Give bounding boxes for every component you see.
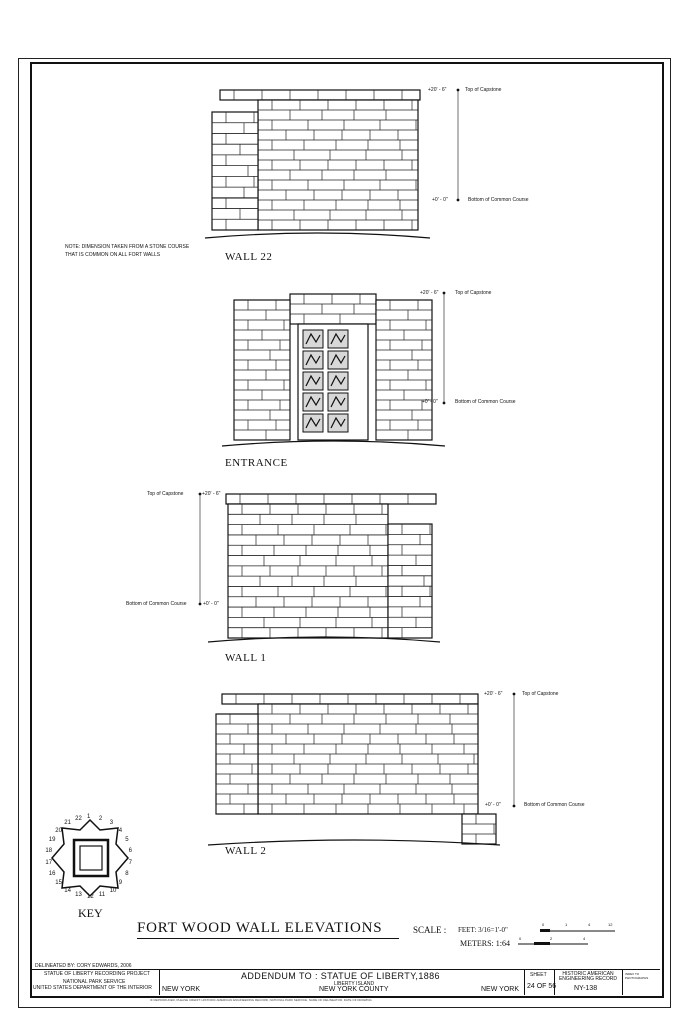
meter-tick-2: 2 xyxy=(550,936,553,941)
entrance-door-panel xyxy=(328,414,348,432)
wall2-pier xyxy=(462,814,496,844)
entrance-bottom-label: Bottom of Common Course xyxy=(455,399,516,405)
wall1-bottom-label: Bottom of Common Course xyxy=(126,601,187,607)
wall22-dimension-bottom-marker xyxy=(457,199,460,202)
key-number: 20 xyxy=(55,827,62,834)
wall22-bottom-dim: +0' - 0" xyxy=(432,197,448,203)
key-number: 15 xyxy=(55,880,62,887)
entrance-door-panel xyxy=(328,351,348,369)
tb-record-cell xyxy=(554,970,623,995)
elevation-label-wall22: WALL 22 xyxy=(225,251,273,263)
key-number: 8 xyxy=(125,870,129,877)
key-label: KEY xyxy=(78,906,103,920)
tb-index-cell xyxy=(623,970,659,995)
wall22-top-dim: +20' - 6" xyxy=(428,87,447,93)
wall22-side xyxy=(212,112,258,230)
wall1-wall xyxy=(228,504,388,638)
wall1-dimension-bottom-marker xyxy=(199,603,202,606)
wall2-bottom-label: Bottom of Common Course xyxy=(524,802,585,808)
key-number: 12 xyxy=(87,894,94,900)
tb-state-left: NEW YORK xyxy=(162,986,200,993)
wall2-capstone xyxy=(222,694,478,704)
wall22-ground xyxy=(205,233,430,238)
meter-tick-0: 0 xyxy=(519,936,522,941)
entrance-door-panel xyxy=(328,330,348,348)
entrance-top-dim: +20' - 6" xyxy=(420,290,439,296)
elevation-label-entrance: ENTRANCE xyxy=(225,457,288,469)
feet-tick-1: 1 xyxy=(565,922,568,927)
wall2-top-dim: +20' - 6" xyxy=(484,691,503,697)
key-number: 17 xyxy=(45,859,53,866)
tb-agency-cell xyxy=(30,970,160,995)
entrance-door-panel xyxy=(328,372,348,390)
wall1-dimension-top-marker xyxy=(199,493,202,496)
reproduction-credit: IF REPRODUCED, PLEASE CREDIT: HISTORIC AMERICAN ENGINEERING RECORD, NATIONAL PARK SERVICE, NAME OF DELINEATOR, DATE OF DRAWING xyxy=(150,998,372,1002)
tb-agency1: NATIONAL PARK SERVICE xyxy=(63,979,126,985)
tb-sheet-cell xyxy=(524,970,555,995)
wall2-top-label: Top of Capstone xyxy=(522,691,559,697)
key-number: 11 xyxy=(98,892,106,899)
elevation-label-wall2: WALL 2 xyxy=(225,845,267,857)
entrance-top-label: Top of Capstone xyxy=(455,290,492,296)
feet-scale-block xyxy=(540,929,550,932)
tb-sheet-value: 24 OF 56 xyxy=(527,983,557,990)
wall2-bottom-dim: +0' - 0" xyxy=(485,802,501,808)
tb-state-right: NEW YORK xyxy=(481,986,519,993)
wall2-wall xyxy=(258,704,478,814)
tb-record: HISTORIC AMERICAN ENGINEERING RECORD xyxy=(558,971,618,982)
wall1-bottom-dim: +0' - 0" xyxy=(203,601,219,607)
entrance-door-panel xyxy=(303,330,323,348)
key-number: 9 xyxy=(118,880,123,887)
scale-meters: METERS: 1:64 xyxy=(460,939,511,948)
key-number: 7 xyxy=(128,859,132,866)
wall1-top-dim: +20' - 6" xyxy=(202,491,221,497)
wall22-dimension-top-marker xyxy=(457,89,460,92)
feet-tick-12: 12 xyxy=(608,922,613,927)
wall1-capstone xyxy=(226,494,436,504)
key-number: 4 xyxy=(118,827,123,834)
feet-tick-4: 4 xyxy=(588,922,591,927)
scale-label: SCALE : xyxy=(413,925,447,935)
tb-agency2: UNITED STATES DEPARTMENT OF THE INTERIOR xyxy=(33,985,152,991)
meter-scale-block xyxy=(534,942,550,945)
tb-main-title: ADDENDUM TO : STATUE OF LIBERTY,1886 xyxy=(241,971,440,981)
tb-index: INDEX TO PHOTOGRAPHS xyxy=(625,972,649,980)
entrance-top xyxy=(290,294,376,324)
title-underline xyxy=(137,938,399,939)
wall22-bottom-label: Bottom of Common Course xyxy=(468,197,529,203)
entrance-dimension-top-marker xyxy=(443,292,446,295)
key-number: 13 xyxy=(75,892,82,899)
key-number: 3 xyxy=(109,820,114,827)
wall2-dimension-top-marker xyxy=(513,693,516,696)
elevation-label-wall1: WALL 1 xyxy=(225,652,267,664)
entrance-bottom-dim: +0' - 0" xyxy=(422,399,438,405)
key-number: 18 xyxy=(45,848,53,855)
wall1-top-label: Top of Capstone xyxy=(147,491,184,497)
wall22-capstone xyxy=(220,90,420,100)
wall22-wall xyxy=(258,100,418,230)
key-number: 10 xyxy=(109,887,117,894)
tb-county: NEW YORK COUNTY xyxy=(319,986,389,993)
key-number: 5 xyxy=(125,837,129,844)
entrance-door-panel xyxy=(303,393,323,411)
tb-sheet-label: SHEET xyxy=(530,972,547,978)
entrance-door-panel xyxy=(303,372,323,390)
key-number: 16 xyxy=(48,870,56,877)
tb-island: LIBERTY ISLAND xyxy=(334,981,375,987)
key-number: 21 xyxy=(64,820,71,827)
drawing-title: FORT WOOD WALL ELEVATIONS xyxy=(137,920,383,936)
meter-tick-4: 4 xyxy=(583,936,586,941)
tb-main-cell xyxy=(159,970,553,995)
entrance-ground xyxy=(222,441,445,446)
tb-record-no: NY-138 xyxy=(574,985,598,992)
scale-feet: FEET: 3/16=1'-0" xyxy=(458,926,508,934)
entrance-door-panel xyxy=(303,351,323,369)
key-number: 22 xyxy=(75,815,82,822)
entrance-door-panel xyxy=(328,393,348,411)
title-block xyxy=(30,969,660,995)
dimension-note: NOTE: DIMENSION TAKEN FROM A STONE COURSE THAT IS COMMON ON ALL FORT WALLS xyxy=(65,244,190,258)
delineator: DELINEATED BY: CORY EDWARDS, 2006 xyxy=(35,963,132,969)
key-number: 2 xyxy=(98,815,103,822)
key-number: 1 xyxy=(87,814,91,820)
wall22-top-label: Top of Capstone xyxy=(465,87,502,93)
entrance-door-panel xyxy=(303,414,323,432)
key-number: 14 xyxy=(64,887,71,894)
tb-project: STATUE OF LIBERTY RECORDING PROJECT xyxy=(44,971,151,977)
key-number: 6 xyxy=(128,848,132,855)
key-number: 19 xyxy=(48,837,56,844)
entrance-dimension-bottom-marker xyxy=(443,402,446,405)
wall2-dimension-bottom-marker xyxy=(513,805,516,808)
feet-tick-0: 0 xyxy=(542,922,545,927)
wall1-side xyxy=(388,524,432,638)
